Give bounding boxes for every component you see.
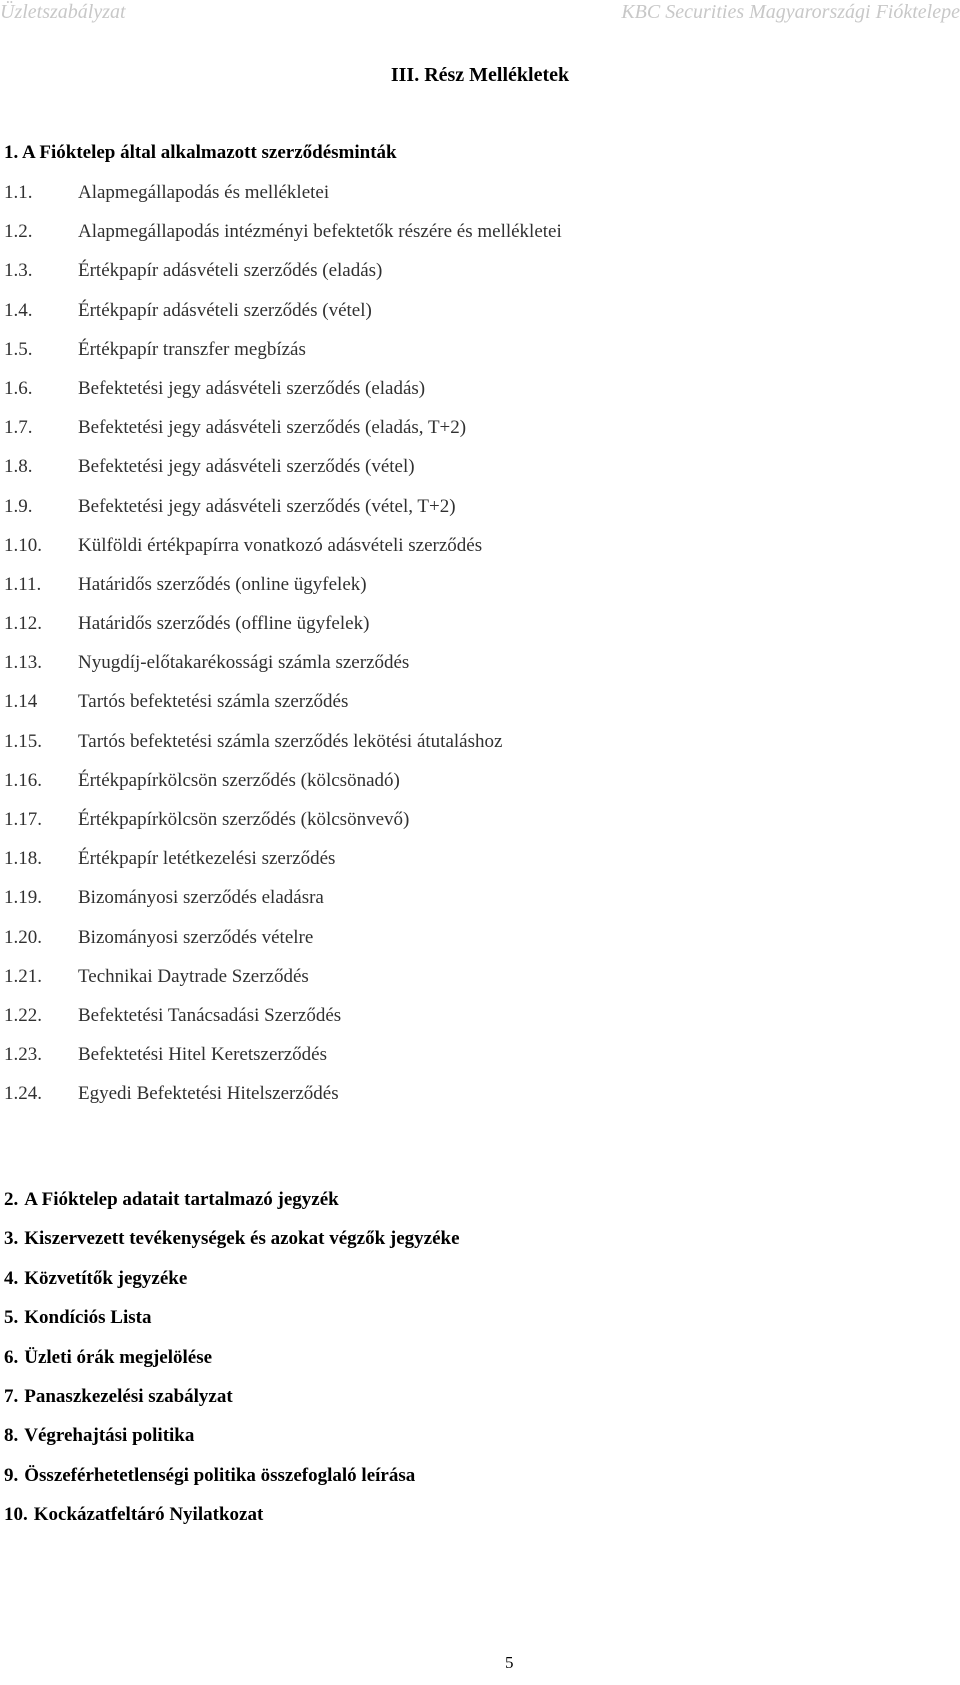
- list-item-number: 1.18.: [4, 848, 42, 870]
- list-item-text: Értékpapír adásvételi szerződés (eladás): [78, 260, 383, 282]
- list-item-number: 1.13.: [4, 652, 42, 674]
- section-number: 5.: [4, 1307, 19, 1329]
- list-item-number: 1.4.: [4, 299, 33, 321]
- list-item-text: Értékpapírkölcsön szerződés (kölcsönvevő): [78, 809, 410, 830]
- list-item: [4, 887, 562, 926]
- list-item-number: 1.24.: [4, 1083, 42, 1105]
- list-item: [4, 574, 562, 613]
- list-item: [4, 182, 562, 221]
- list-item: [4, 221, 562, 260]
- section-item: [4, 1347, 460, 1386]
- list-item-text: Külföldi értékpapírra vonatkozó adásvételi szerződés: [78, 534, 483, 556]
- list-item-number: 1.15.: [4, 730, 42, 752]
- list-item-text: Alapmegállapodás és mellékletei: [78, 182, 330, 203]
- section-item: [4, 1465, 460, 1504]
- list-item-number: 1.9.: [4, 495, 33, 517]
- section-number: 10.: [4, 1504, 28, 1526]
- section-title: Üzleti órák megjelölése: [24, 1346, 213, 1368]
- list-item: [4, 613, 562, 652]
- list-item-number: 1.16.: [4, 769, 42, 791]
- list-item-text: Határidős szerződés (offline ügyfelek): [78, 613, 370, 635]
- section-1-heading: 1. A Fióktelep által alkalmazott szerződésminták: [4, 142, 397, 163]
- list-item-text: Határidős szerződés (online ügyfelek): [78, 573, 367, 595]
- list-item: [4, 652, 562, 691]
- list-item-text: Bizományosi szerződés eladásra: [78, 887, 324, 909]
- section-number: 3.: [4, 1228, 19, 1250]
- list-item-number: 1.20.: [4, 926, 42, 948]
- section-title: Összeférhetetlenségi politika összefoglaló leírása: [24, 1464, 416, 1486]
- list-item: [4, 456, 562, 495]
- list-item-text: Technikai Daytrade Szerződés: [78, 965, 309, 987]
- list-item-text: Értékpapír transzfer megbízás: [78, 338, 306, 360]
- list-item: [4, 378, 562, 417]
- list-item: [4, 417, 562, 456]
- list-item-number: 1.21.: [4, 965, 42, 987]
- section-number: 7.: [4, 1385, 19, 1407]
- list-item-text: Értékpapír letétkezelési szerződés: [78, 848, 336, 870]
- section-title: Végrehajtási politika: [24, 1425, 195, 1447]
- list-item: [4, 339, 562, 378]
- list-item-text: Befektetési jegy adásvételi szerződés (eladás, T+2): [78, 417, 467, 439]
- contract-templates-list: [4, 182, 562, 1123]
- list-item: [4, 496, 562, 535]
- section-title: Kockázatfeltáró Nyilatkozat: [33, 1504, 264, 1526]
- list-item-number: 1.8.: [4, 456, 33, 478]
- list-item-number: 1.2.: [4, 221, 33, 243]
- list-item-text: Egyedi Befektetési Hitelszerződés: [78, 1083, 339, 1105]
- section-item: [4, 1268, 460, 1307]
- section-number: 2.: [4, 1189, 19, 1210]
- list-item: [4, 731, 562, 770]
- list-item: [4, 535, 562, 574]
- list-item-text: Befektetési Hitel Keretszerződés: [78, 1044, 327, 1066]
- list-item-number: 1.7.: [4, 417, 33, 439]
- list-item-number: 1.11.: [4, 573, 42, 595]
- list-item: [4, 260, 562, 299]
- list-item-number: 1.6.: [4, 377, 33, 399]
- list-item-number: 1.17.: [4, 809, 42, 830]
- list-item: [4, 300, 562, 339]
- section-title: A Fióktelep adatait tartalmazó jegyzék: [24, 1189, 339, 1210]
- list-item: [4, 848, 562, 887]
- list-item-number: 1.14: [4, 691, 38, 713]
- list-item-text: Értékpapírkölcsön szerződés (kölcsönadó): [78, 769, 400, 791]
- list-item-text: Nyugdíj-előtakarékossági számla szerződés: [78, 652, 410, 674]
- part-title: III. Rész Mellékletek: [390, 64, 570, 86]
- list-item-number: 1.10.: [4, 534, 42, 556]
- list-item: [4, 1083, 562, 1122]
- list-item: [4, 809, 562, 848]
- list-item-number: 1.12.: [4, 613, 42, 635]
- list-item-text: Befektetési Tanácsadási Szerződés: [78, 1004, 342, 1026]
- section-number: 6.: [4, 1346, 19, 1368]
- list-item-number: 1.22.: [4, 1004, 42, 1026]
- section-item: [4, 1504, 460, 1543]
- list-item: [4, 691, 562, 730]
- section-title: Kiszervezett tevékenységek és azokat végzők jegyzéke: [24, 1228, 460, 1250]
- list-item-text: Befektetési jegy adásvételi szerződés (vétel): [78, 456, 415, 478]
- list-item: [4, 966, 562, 1005]
- section-item: [4, 1386, 460, 1425]
- list-item-text: Bizományosi szerződés vételre: [78, 926, 314, 948]
- list-item-text: Értékpapír adásvételi szerződés (vétel): [78, 299, 372, 321]
- page-number: 5: [505, 1653, 514, 1672]
- header-company-name: KBC Securities Magyarországi Fióktelepe: [621, 1, 960, 23]
- list-item: [4, 927, 562, 966]
- list-item-text: Tartós befektetési számla szerződés: [78, 691, 349, 713]
- list-item: [4, 770, 562, 809]
- section-number: 4.: [4, 1267, 19, 1289]
- section-item: [4, 1425, 460, 1464]
- annex-sections-list: [4, 1189, 460, 1544]
- section-number: 9.: [4, 1464, 19, 1486]
- page-header: [0, 0, 960, 28]
- section-title: Közvetítők jegyzéke: [24, 1267, 188, 1289]
- list-item-number: 1.1.: [4, 182, 33, 203]
- list-item-number: 1.5.: [4, 338, 33, 360]
- section-title: Panaszkezelési szabályzat: [24, 1385, 233, 1407]
- header-document-title: Üzletszabályzat: [0, 1, 126, 23]
- section-item: [4, 1189, 460, 1228]
- list-item-text: Befektetési jegy adásvételi szerződés (eladás): [78, 377, 426, 399]
- list-item-text: Befektetési jegy adásvételi szerződés (vétel, T+2): [78, 495, 456, 517]
- list-item-number: 1.19.: [4, 887, 42, 909]
- section-item: [4, 1307, 460, 1346]
- list-item-text: Alapmegállapodás intézményi befektetők részére és mellékletei: [78, 221, 562, 243]
- section-number: 8.: [4, 1425, 19, 1447]
- section-title: Kondíciós Lista: [24, 1307, 152, 1329]
- list-item-number: 1.23.: [4, 1044, 42, 1066]
- list-item-number: 1.3.: [4, 260, 33, 282]
- section-item: [4, 1228, 460, 1267]
- list-item: [4, 1044, 562, 1083]
- list-item-text: Tartós befektetési számla szerződés lekötési átutaláshoz: [78, 730, 503, 752]
- list-item: [4, 1005, 562, 1044]
